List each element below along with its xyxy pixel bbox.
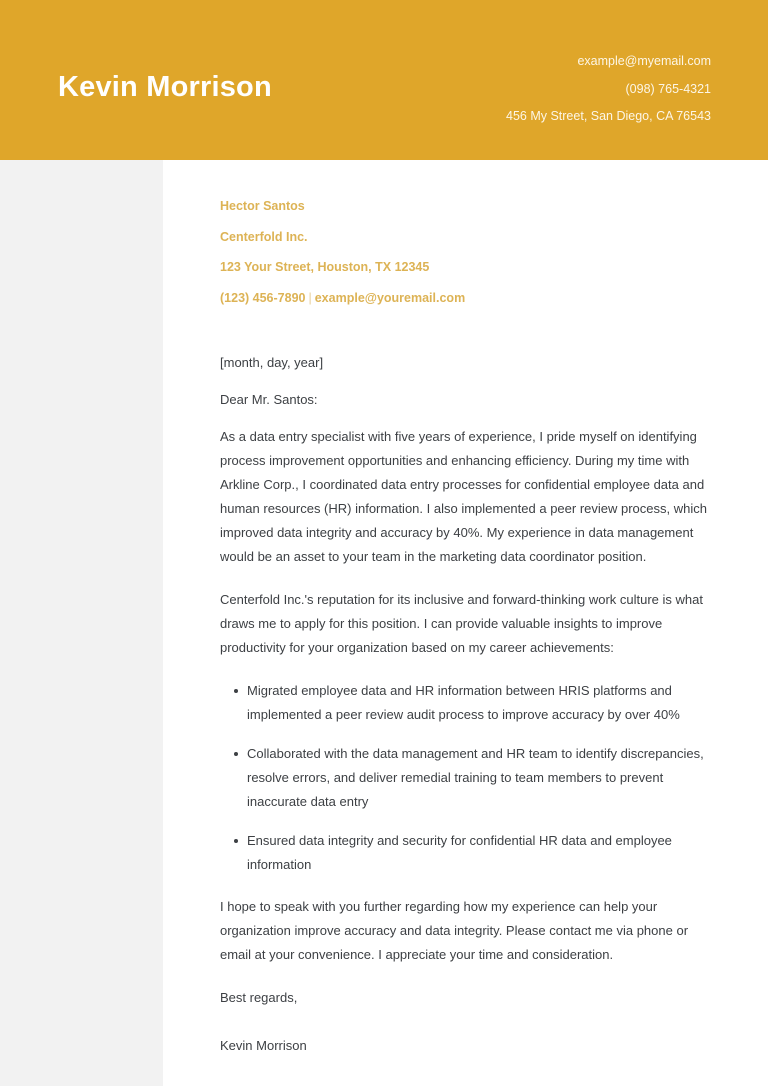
list-item: [220, 679, 710, 727]
letter-signature: Kevin Morrison: [220, 1038, 307, 1053]
letter-closing: Best regards,: [220, 990, 298, 1005]
recipient-block: [220, 160, 710, 304]
letter-body: [220, 351, 710, 1058]
applicant-address: 456 My Street, San Diego, CA 76543: [506, 109, 711, 123]
list-item: [220, 829, 710, 877]
recipient-email: example@youremail.com: [314, 290, 466, 305]
letter-salutation: Dear Mr. Santos:: [220, 392, 318, 407]
letter-paragraph-2: Centerfold Inc.'s reputation for its inclusive and forward-thinking work culture is what draws me to apply for this position. I can provide valuable insights to improve productivity for your organization based on my career achievements:: [220, 592, 703, 655]
recipient-address: 123 Your Street, Houston, TX 12345: [220, 260, 430, 274]
applicant-name: Kevin Morrison: [58, 71, 272, 103]
letter-date: [month, day, year]: [220, 355, 324, 370]
achievement-text: Collaborated with the data management and HR team to identify discrepancies, resolve errors, and deliver remedial training to team members to prevent inaccurate data entry: [247, 746, 704, 809]
left-sidebar-panel: [0, 160, 163, 1086]
bullet-icon: [234, 839, 238, 843]
achievements-list: [220, 679, 710, 877]
recipient-phone: (123) 456-7890: [220, 290, 306, 305]
achievement-text: Migrated employee data and HR information between HRIS platforms and implemented a peer review audit process to improve accuracy by over 40%: [247, 683, 680, 722]
applicant-contact-block: [291, 55, 711, 123]
bullet-icon: [234, 689, 238, 693]
bullet-icon: [234, 752, 238, 756]
achievement-text: Ensured data integrity and security for confidential HR data and employee information: [247, 833, 672, 872]
recipient-company: Centerfold Inc.: [220, 229, 308, 244]
recipient-contact-line: [220, 292, 710, 305]
letter-signoff: [220, 986, 710, 1058]
letter-content: [220, 160, 710, 1058]
letter-header: [0, 0, 768, 160]
recipient-separator: |: [308, 290, 312, 305]
applicant-phone: (098) 765-4321: [625, 81, 711, 96]
letter-paragraph-1: As a data entry specialist with five years of experience, I pride myself on identifying process improvement opportunities and enhancing efficiency. During my time with Arkline Corp., I coordinated data entry processes for confidential employee data and human resources (HR) information. I also implemented a peer review process, which improved data integrity and accuracy by 40%. My experience in data management would be an asset to your team in the marketing data coordinator position.: [220, 429, 707, 564]
recipient-name: Hector Santos: [220, 199, 305, 213]
letter-paragraph-3: I hope to speak with you further regarding how my experience can help your organization improve accuracy and data integrity. Please contact me via phone or email at your convenience. I appreciate your time and consideration.: [220, 899, 689, 962]
applicant-email: example@myemail.com: [577, 54, 711, 68]
list-item: [220, 742, 710, 814]
